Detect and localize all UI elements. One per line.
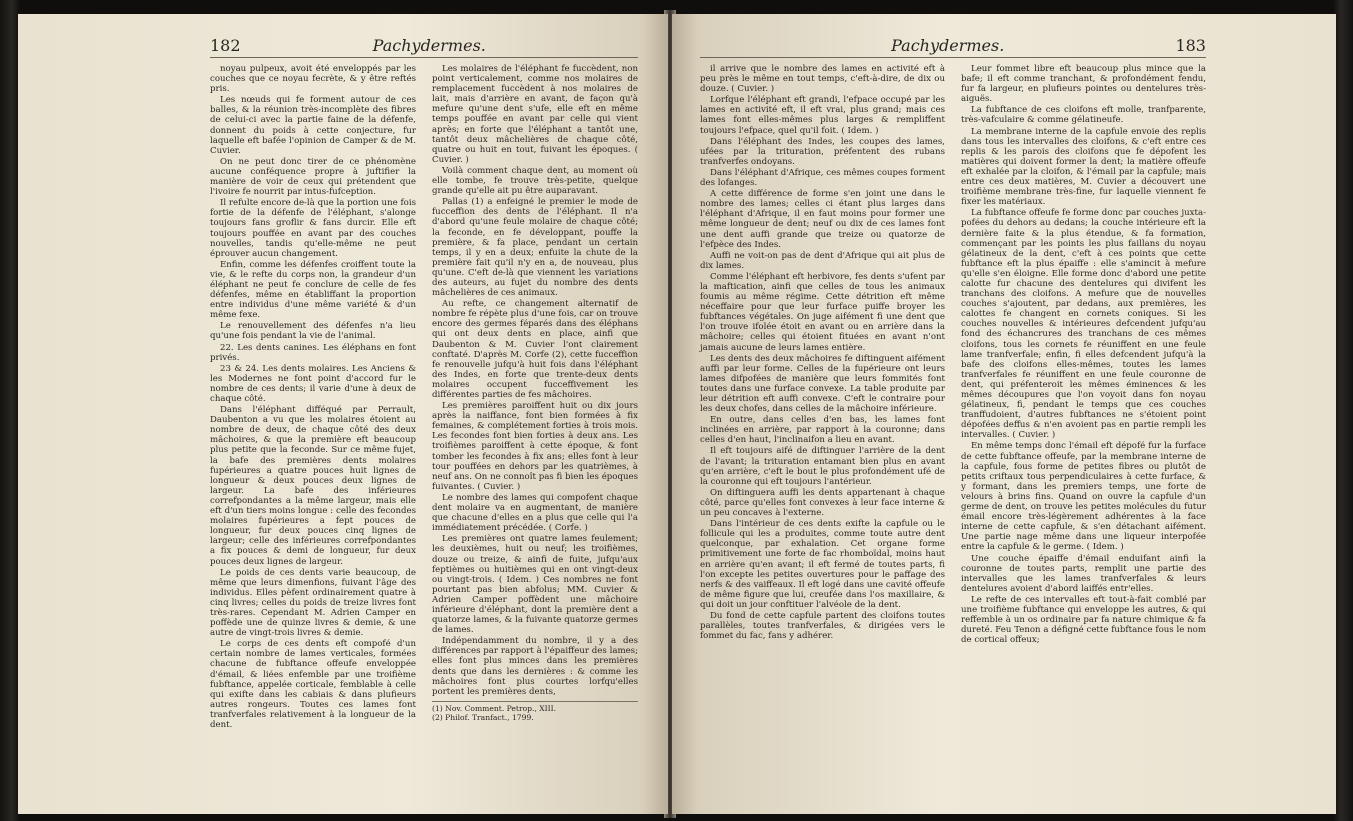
paragraph: Le poids de ces dents varie beaucoup, de même que leurs dimenfions, fuivant l'âge des individus. Elles pèfent ordinairement quatre à cinq livres; celles du poids de treize livres font très-rares. Cependant M. Adrien Camper en poffède une de quinze livres & demie, & une autre de vingt-trois livres & demie. — [210, 567, 416, 639]
paragraph: Dans l'éléphant des Indes, les coupes des lames, ufées par la trituration, préfentent des rubans tranfverfes ondoyans. — [700, 136, 945, 167]
paragraph: il arrive que le nombre des lames en activité eft à peu près le même en tout temps, c'eft-à-dire, de dix ou douze. ( Cuvier. ) — [700, 64, 945, 95]
paragraph: 22. Les dents canines. Les éléphans en font privés. — [210, 342, 416, 363]
paragraph: En même temps donc l'émail eft dépofé fur la furface de cette fubftance offeufe, par la membrane interne de la capfule, fous forme de petites fibres ou plutôt de petits criftaux tous perpendiculaires à cette furface, & y formant, dans les premiers temps, une forte de velours à brins fins. Quand on ouvre la capfule d'un germe de dent, on trouve les petites molécules du futur émail encore très-légèrement adhérentes à la face interne de cette capfule, & s'en détachant aifément. Une partie nage même dans une liqueur interpofée entre la capfule & le germe. ( Idem. ) — [961, 441, 1206, 553]
right-page — [672, 14, 1336, 814]
paragraph: La membrane interne de la capfule envoie des replis dans tous les intervalles des cloifons, & c'eft entre ces replis & les parois des cloifons que fe dépofent les matières qui doivent former la dent; la matière offeufe eft exhalée par la cloifon, & l'émail par la capfule; mais entre ces deux matières, M. Cuvier a découvert une troifième membrane très-fine, fur laquelle viennent fe fixer les matériaux. — [961, 126, 1206, 208]
paragraph: Auffi ne voit-on pas de dent d'Afrique qui ait plus de dix lames. — [700, 250, 945, 271]
right-column-1 — [700, 64, 945, 646]
footnote-2: (2) Philof. Tranfact., 1799. — [432, 712, 534, 722]
right-running-title: Pachydermes. — [891, 36, 1005, 55]
paragraph: La fubftance offeufe fe forme donc par couches juxta-pofées du dehors au dedans; la couche intérieure eft la dernière faite & la plus étendue, & fa formation, commençant par les points les plus faillans du noyau gélatineux de la dent, c'eft à ces points que cette fubftance eft la plus épaiffe : elle s'amincit à mefure qu'elle s'en éloigne. Elle forme donc d'abord une petite calotte fur chacune des dentelures qui divifent les tranchans des cloifons. A mefure que de nouvelles couches s'ajoutent, par dedans, aux premières, les calottes fe changent en cornets coniques. Si les couches nouvelles & intérieures defcendent jufqu'au fond des échancrures des tranchans de ces mêmes cloifons, tous les cornets fe réuniffent en une feule lame tranfverfale; enfin, fi elles defcendent jufqu'à la bafe des cloifons elles-mêmes, toutes les lames tranfverfales fe réuniffent en une feule couronne de dent, qui préfenteroit les mêmes éminences & les mêmes découpures que l'on voyoit dans fon noyau gélatineux, fi, pendant le temps que ces couches tranffudoient, d'autres fubftances ne s'étoient point dépofées deffus & n'en avoient pas en partie rempli les intervalles. ( Cuvier. ) — [961, 208, 1206, 441]
footnotes — [432, 701, 638, 722]
paragraph: Dans l'éléphant difféqué par Perrault, Daubenton a vu que les molaires étoient au nombre de deux, de chaque côté des deux mâchoires, & que la première eft beaucoup plus petite que la feconde. Sur ce même fujet, la bafe des premières dents molaires fupérieures a quatre pouces huit lignes de longueur & deux pouces deux lignes de largeur. La bafe des inférieures correfpondantes a la même largeur, mais elle eft d'un tiers moins longue : celle des fecondes molaires fupérieures a fept pouces de longueur, fur deux pouces cinq lignes de largeur; celle des inférieures correfpondantes a fix pouces & demi de longueur, fur deux pouces deux lignes de largeur. — [210, 405, 416, 567]
paragraph: On ne peut donc tirer de ce phénomène aucune conféquence propre à juftifier la manière de voir de ceux qui prétendent que l'ivoire fe nourrit par intus-fufception. — [210, 156, 416, 198]
paragraph: Indépendamment du nombre, il y a des différences par rapport à l'épaiffeur des lames; elles font plus minces dans les premières dents que dans les dernières : & comme les mâchoires font plus courtes lorfqu'elles portent les premières dents, — [432, 636, 638, 697]
left-page-header — [210, 36, 638, 58]
paragraph: Les nœuds qui fe forment autour de ces balles, & la réunion très-incomplète des fibres de celui-ci avec la partie faine de la défenfe, donnent du poids à cette conjecture, fur laquelle eft bafée l'opinion de Camper & de M. Cuvier. — [210, 95, 416, 156]
right-page-columns — [700, 64, 1206, 646]
left-page-number: 182 — [210, 36, 241, 55]
paragraph: Enfin, comme les défenfes croiffent toute la vie, & le refte du corps non, la grandeur d'un éléphant ne peut fe conclure de celle de fes défenfes, même en établiffant la proportion entre individus d'une même variété & d'un même fexe. — [210, 259, 416, 321]
paragraph: Comme l'éléphant eft herbivore, fes dents s'ufent par la maftication, ainfi que celles de tous les animaux foumis au même régime. Cette détrition eft même néceffaire pour que leur furface puiffe broyer les fubftances végétales. On juge aifément fi une dent que l'on trouve ifolée étoit en avant ou en arrière dans la mâchoire; celles qui étoient fituées en avant n'ont jamais aucune de leurs lames entière. — [700, 271, 945, 353]
paragraph: noyau pulpeux, avoit été enveloppés par les couches que ce noyau fecrète, & y être reftés pris. — [210, 64, 416, 95]
paragraph: Dans l'éléphant d'Afrique, ces mêmes coupes forment des lofanges. — [700, 167, 945, 189]
paragraph: On diftinguera auffi les dents appartenant à chaque côté, parce qu'elles font convexes à leur face interne & un peu concaves à l'externe. — [700, 487, 945, 519]
paragraph: Lorfque l'éléphant eft grandi, l'efpace occupé par les lames en activité eft, il eft vrai, plus grand; mais ces lames font elles-mêmes plus larges & rempliffent toujours l'efpace, quel qu'il foit. ( Idem. ) — [700, 95, 945, 136]
paragraph: Leur fommet libre eft beaucoup plus mince que la bafe; il eft comme tranchant, & profondément fendu, fur fa largeur, en plufieurs pointes ou dentelures très-aiguës. — [961, 64, 1206, 105]
paragraph: Au refte, ce changement alternatif de nombre fe répète plus d'une fois, car on trouve encore des germes féparés dans des éléphans qui ont deux dents en place, ainfi que Daubenton & M. Cuvier l'ont clairement conftaté. D'après M. Corfe (2), cette fucceffion fe renouvelle jufqu'à huit fois dans l'éléphant des Indes, en forte que trente-deux dents molaires occupent fucceffivement les différentes parties de fes mâchoires. — [432, 299, 638, 400]
right-column-2 — [961, 64, 1206, 646]
paragraph: Le renouvellement des défenfes n'a lieu qu'une fois pendant la vie de l'animal. — [210, 321, 416, 342]
left-page — [18, 14, 668, 814]
footnote-1: (1) Nov. Comment. Petrop., XIII. — [432, 703, 557, 713]
right-page-number: 183 — [1175, 36, 1206, 55]
paragraph: Le corps de ces dents eft compofé d'un certain nombre de lames verticales, formées chacune de fubftance offeufe enveloppée d'émail, & liées enfemble par une troifième fubftance, appelée corticale, femblable à celle qui exifte dans les cabiais & dans plufieurs autres rongeurs. Toutes ces lames font tranfverfales relativement à la longueur de la dent. — [210, 639, 416, 730]
left-page-columns — [210, 64, 638, 731]
paragraph: Les premières paroiffent huit ou dix jours après la naiffance, font bien formées à fix femaines, & complétement forties à trois mois. Les fecondes font bien forties à deux ans. Les troifièmes paroiffent à cette époque, & font tomber les fecondes à fix ans; elles font à leur tour pouffées en dehors par les quatrièmes, à neuf ans. On ne connoît pas fi bien les époques fuivantes. ( Cuvier. ) — [432, 401, 638, 492]
paragraph: Il refulte encore de-là que la portion une fois fortie de la défenfe de l'éléphant, s'alonge toujours fans groflir & fans durcir. Elle eft toujours pouffée en avant par des couches nouvelles, tandis qu'elle-même ne peut éprouver aucun changement. — [210, 198, 416, 259]
left-column-1 — [210, 64, 416, 731]
left-running-title: Pachydermes. — [372, 36, 486, 55]
paragraph: Une couche épaiffe d'émail enduifant ainfi la couronne de toutes parts, remplit une partie des intervalles que les lames tranfverfales & leurs dentelures avoient d'abord laiffés entr'elles. — [961, 553, 1206, 594]
paragraph: Dans l'intérieur de ces dents exifte la capfule ou le follicule qui les a produites, comme toute autre dent quelconque, par exhalation. Cet organe forme primitivement une forte de fac rhomboïdal, moins haut en arrière qu'en avant; il eft fermé de toutes parts, fi l'on excepte les petites ouvertures pour le paffage des nerfs & des vaiffeaux. Il eft logé dans une cavité offeufe de même figure que lui, creufée dans l'os maxillaire, & qui doit un jour conftituer l'alvéole de la dent. — [700, 519, 945, 610]
right-page-header — [700, 36, 1206, 58]
left-column-2 — [432, 64, 638, 731]
paragraph: Le nombre des lames qui compofent chaque dent molaire va en augmentant, de manière que chacune d'elles en a plus que celle qui l'a immédiatement précédée. ( Corfe. ) — [432, 492, 638, 534]
paragraph: En outre, dans celles d'en bas, les lames font inclinées en arrière, par rapport à la couronne; dans celles d'en haut, l'inclinaifon a lieu en avant. — [700, 415, 945, 446]
paragraph: Les dents des deux mâchoires fe diftinguent aifément auffi par leur forme. Celles de la fupérieure ont leurs lames difpofées de manière que leurs fommités font toutes dans une furface convexe. La table produite par leur détrition eft auffi convexe. C'eft le contraire pour les deux chofes, dans celles de la mâchoire inférieure. — [700, 353, 945, 415]
paragraph: Pallas (1) a enfeigné le premier le mode de fucceffion des dents de l'éléphant. Il n'a d'abord qu'une feule molaire de chaque côté; la feconde, en fe développant, pouffe la première, & fa place, pendant un certain temps, il y en a deux; enfuite la chute de la première fait qu'il n'y en a, de nouveau, plus qu'une. C'eft de-là que viennent les variations des auteurs, au fujet du nombre des dents mâchelières de ces animaux. — [432, 197, 638, 299]
paragraph: A cette différence de forme s'en joint une dans le nombre des lames; celles ci étant plus larges dans l'éléphant d'Afrique, il en faut moins pour former une même longueur de dent; neuf ou dix de ces lames font une dent auffi grande que treize ou quatorze de l'efpèce des Indes. — [700, 189, 945, 250]
paragraph: 23 & 24. Les dents molaires. Les Anciens & les Modernes ne font point d'accord fur le nombre de ces dents; il varie d'une à deux de chaque côté. — [210, 363, 416, 404]
paragraph: Il eft toujours aifé de diftinguer l'arrière de la dent de l'avant; la trituration entamant bien plus en avant qu'en arrière, c'eft le bout le plus profondément ufé de la couronne qui eft toujours l'antérieur. — [700, 446, 945, 487]
paragraph: Les molaires de l'éléphant fe fuccèdent, non point verticalement, comme nos molaires de remplacement fuccèdent à nos molaires de lait, mais d'arrière en avant, de façon qu'à mefure qu'une dent s'ufe, elle eft en même temps pouffée en avant par celle qui vient après; en forte que l'éléphant a tantôt une, tantôt deux mâchelières de chaque côté, quatre ou huit en tout, fuivant les époques. ( Cuvier. ) — [432, 64, 638, 165]
paragraph: Voilà comment chaque dent, au moment où elle tombe, fe trouve très-petite, quelque grande qu'elle ait pu être auparavant. — [432, 165, 638, 197]
paragraph: Les premières ont quatre lames feulement; les deuxièmes, huit ou neuf; les troifièmes, douze ou treize, & ainfi de fuite, jufqu'aux feptièmes ou huitièmes qui en ont vingt-deux ou vingt-trois. ( Idem. ) Ces nombres ne font pourtant pas bien abfolus; MM. Cuvier & Adrien Camper poffèdent une mâchoire inférieure d'éléphant, dont la première dent a quatorze lames, & la fuivante quatorze germes de lames. — [432, 534, 638, 636]
paragraph: Du fond de cette capfule partent des cloifons toutes parallèles, toutes tranfverfales, & dirigées vers le fommet du fac, fans y adhérer. — [700, 610, 945, 642]
paragraph: La fubftance de ces cloifons eft molle, tranfparente, très-vafculaire & comme gélatineufe. — [961, 105, 1206, 126]
paragraph: Le refte de ces intervalles eft tout-à-fait comblé par une troifième fubftance qui enveloppe les autres, & qui reffemble à un os ordinaire par fa nature chimique & fa dureté. Feu Tenon a défigné cette fubftance fous le nom de cortical offeux; — [961, 594, 1206, 646]
